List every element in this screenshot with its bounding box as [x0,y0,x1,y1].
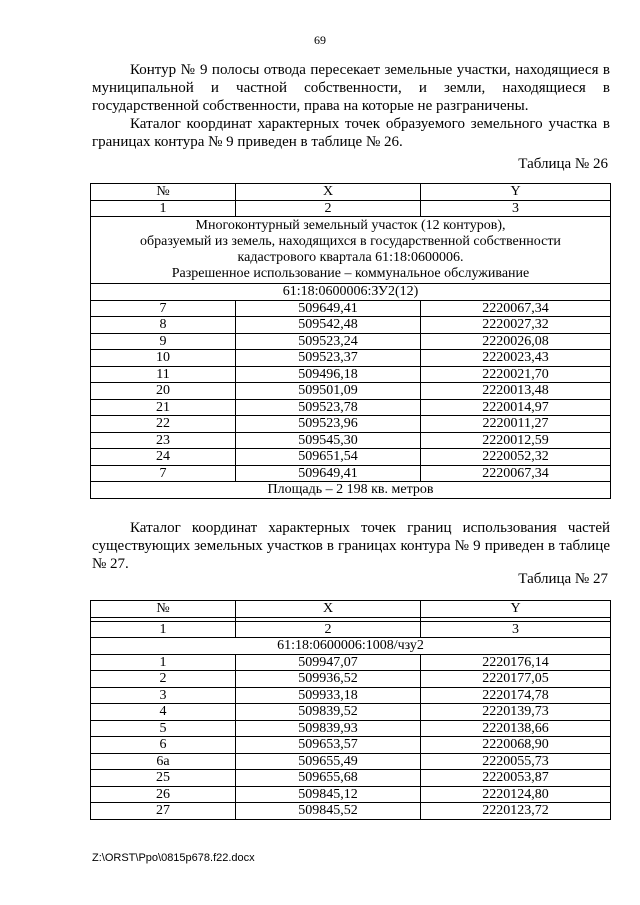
description-line: кадастрового квартала 61:18:0600006. [237,250,464,265]
table26-header-y: Y [421,184,611,201]
point-number: 8 [91,317,236,334]
table-row [91,737,611,754]
table27-col-index: 2 [236,621,421,638]
x-coordinate: 509845,12 [236,786,421,803]
x-coordinate: 509655,49 [236,753,421,770]
table26-col-index: 3 [421,200,611,217]
point-number: 20 [91,383,236,400]
table-row [91,366,611,383]
table-row [91,720,611,737]
table27-caption: Таблица № 27 [518,571,608,587]
point-number: 11 [91,366,236,383]
table-26 [90,183,611,499]
y-coordinate: 2220027,32 [421,317,611,334]
table27-col-index: 3 [421,621,611,638]
table-row [91,687,611,704]
table-row [91,317,611,334]
table-row [91,654,611,671]
y-coordinate: 2220123,72 [421,803,611,820]
y-coordinate: 2220026,08 [421,333,611,350]
x-coordinate: 509501,09 [236,383,421,400]
paragraph-contour-intersection: Контур № 9 полосы отвода пересекает земельные участки, находящиеся в муниципальной и частной собственности, и земли, находящиеся в государственной собственности, права на которые не разграничены. [92,62,610,114]
table-row [91,753,611,770]
point-number: 23 [91,432,236,449]
table26-col-index: 2 [236,200,421,217]
table26-area: Площадь – 2 198 кв. метров [91,482,611,499]
table27-header-y: Y [421,601,611,618]
description-line: образуемый из земель, находящихся в государственной собственности [140,234,561,249]
page-number: 69 [314,33,326,47]
y-coordinate: 2220053,87 [421,770,611,787]
table27-parcel-row [91,638,611,655]
point-number: 26 [91,786,236,803]
table26-parcel-row [91,284,611,301]
table-row [91,671,611,688]
x-coordinate: 509653,57 [236,737,421,754]
x-coordinate: 509649,41 [236,300,421,317]
x-coordinate: 509933,18 [236,687,421,704]
table-row [91,416,611,433]
point-number: 5 [91,720,236,737]
table27-coordinates [91,654,611,819]
table-row [91,383,611,400]
point-number: 6 [91,737,236,754]
paragraph-table27-intro: Каталог координат характерных точек границ использования частей существующих земельных участков в границах контура № 9 приведен в таблице № 27. [92,520,610,572]
table-row [91,449,611,466]
y-coordinate: 2220014,97 [421,399,611,416]
x-coordinate: 509496,18 [236,366,421,383]
x-coordinate: 509545,30 [236,432,421,449]
table26-header-number: № [91,184,236,201]
x-coordinate: 509845,52 [236,803,421,820]
point-number: 9 [91,333,236,350]
table-row [91,770,611,787]
table26-parcel-id: 61:18:0600006:ЗУ2(12) [91,284,611,301]
point-number: 2 [91,671,236,688]
y-coordinate: 2220012,59 [421,432,611,449]
point-number: 1 [91,654,236,671]
x-coordinate: 509523,78 [236,399,421,416]
table26-description [91,217,611,284]
y-coordinate: 2220176,14 [421,654,611,671]
x-coordinate: 509649,41 [236,465,421,482]
x-coordinate: 509655,68 [236,770,421,787]
table-row [91,786,611,803]
y-coordinate: 2220138,66 [421,720,611,737]
y-coordinate: 2220067,34 [421,300,611,317]
y-coordinate: 2220023,43 [421,350,611,367]
table-row [91,704,611,721]
file-path-footer: Z:\ORST\Ppo\0815p678.f22.docx [92,852,255,864]
table27-numbering-row [91,621,611,638]
point-number: 22 [91,416,236,433]
x-coordinate: 509523,24 [236,333,421,350]
table27-header-number: № [91,601,236,618]
point-number: 4 [91,704,236,721]
table26-description-row [91,217,611,284]
point-number: 6а [91,753,236,770]
table26-area-row [91,482,611,499]
x-coordinate: 509542,48 [236,317,421,334]
point-number: 3 [91,687,236,704]
table-row [91,803,611,820]
table-row [91,333,611,350]
table26-numbering-row [91,200,611,217]
description-line: Многоконтурный земельный участок (12 контуров), [195,218,506,233]
table27-parcel-id: 61:18:0600006:1008/чзу2 [91,638,611,655]
x-coordinate: 509523,96 [236,416,421,433]
table-row [91,350,611,367]
x-coordinate: 509839,52 [236,704,421,721]
y-coordinate: 2220067,34 [421,465,611,482]
y-coordinate: 2220055,73 [421,753,611,770]
y-coordinate: 2220013,48 [421,383,611,400]
table-27 [90,600,611,820]
table-row [91,432,611,449]
x-coordinate: 509839,93 [236,720,421,737]
x-coordinate: 509947,07 [236,654,421,671]
point-number: 7 [91,465,236,482]
point-number: 21 [91,399,236,416]
x-coordinate: 509523,37 [236,350,421,367]
table26-caption: Таблица № 26 [518,156,608,172]
table27-header-x: X [236,601,421,618]
point-number: 10 [91,350,236,367]
paragraph-table26-intro: Каталог координат характерных точек образуемого земельного участка в границах контура № 9 приведен в таблице № 26. [92,116,610,150]
table26-header-row [91,184,611,201]
table27-header-row [91,601,611,618]
description-line: Разрешенное использование – коммунальное обслуживание [171,266,530,281]
point-number: 25 [91,770,236,787]
table26-coordinates [91,300,611,482]
table-row [91,300,611,317]
y-coordinate: 2220177,05 [421,671,611,688]
y-coordinate: 2220068,90 [421,737,611,754]
table26-header-x: X [236,184,421,201]
y-coordinate: 2220052,32 [421,449,611,466]
table26-col-index: 1 [91,200,236,217]
y-coordinate: 2220174,78 [421,687,611,704]
point-number: 7 [91,300,236,317]
table-row [91,465,611,482]
table-row [91,399,611,416]
y-coordinate: 2220139,73 [421,704,611,721]
point-number: 27 [91,803,236,820]
y-coordinate: 2220011,27 [421,416,611,433]
point-number: 24 [91,449,236,466]
y-coordinate: 2220021,70 [421,366,611,383]
y-coordinate: 2220124,80 [421,786,611,803]
x-coordinate: 509936,52 [236,671,421,688]
table27-col-index: 1 [91,621,236,638]
x-coordinate: 509651,54 [236,449,421,466]
